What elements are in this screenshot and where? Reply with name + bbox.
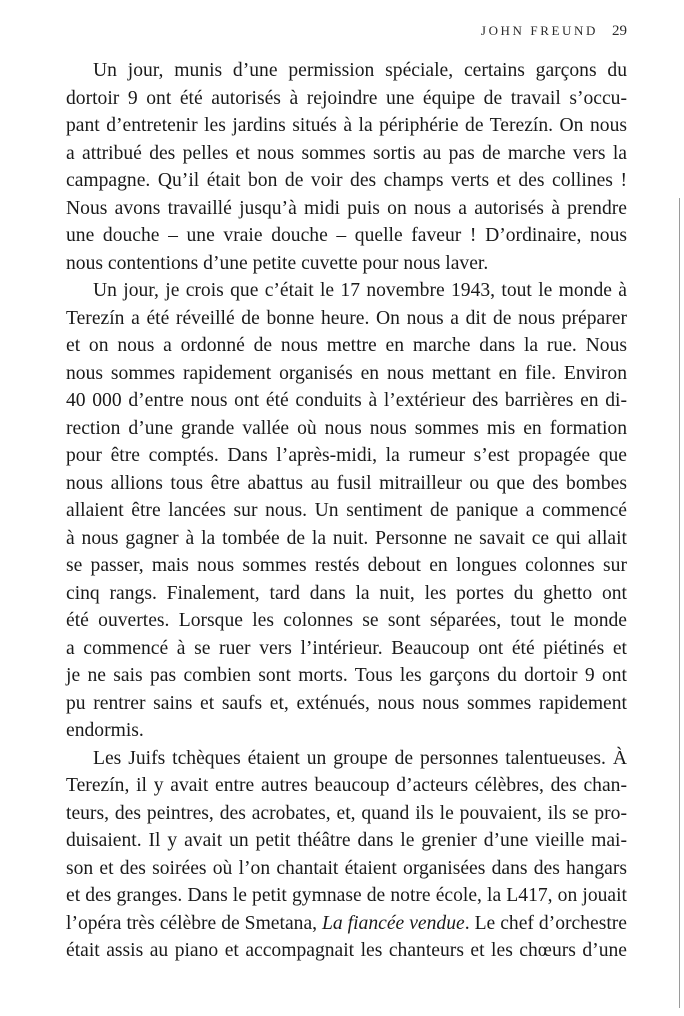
text-segment: . Le chef d’orchestre: [464, 912, 627, 934]
text-line: son et des soirées où l’on chantait étaient organisées dans des hangars: [66, 857, 627, 879]
header-author: JOHN FREUND: [480, 23, 598, 38]
text-line: a attribué des pelles et nous sommes sortis au pas de marche vers la: [66, 142, 627, 164]
text-line: pour être comptés. Dans l’après-midi, la rumeur s’est propagée que: [66, 445, 627, 466]
text-line: cinq rangs. Finalement, tard dans la nuit, les portes du ghetto ont: [66, 582, 627, 604]
text-line: duisaient. Il y avait un petit théâtre dans le grenier d’une vieille mai-: [66, 830, 627, 851]
body-text: [66, 57, 627, 965]
paragraph-czech-jews: [66, 745, 627, 965]
text-line: Terezín, il y avait entre autres beaucoup d’acteurs célèbres, des chan-: [66, 775, 627, 796]
text-line: pant d’entretenir les jardins situés à la périphérie de Terezín. On nous: [66, 115, 627, 136]
text-line: 40 000 d’entre nous ont été conduits à l’extérieur des barrières en di-: [66, 390, 627, 411]
text-line: et on nous a ordonné de nous mettre en marche dans la rue. Nous: [66, 335, 627, 356]
text-line: nous contentions d’une petite cuvette pour nous laver.: [66, 252, 489, 274]
text-line: teurs, des peintres, des acrobates, et, quand ils le pouvaient, ils se pro-: [66, 802, 627, 824]
paragraph-census-night: [66, 277, 627, 745]
text-line: allaient être lancées sur nous. Un sentiment de panique a commencé: [66, 500, 627, 521]
text-line: pu rentrer sains et saufs et, exténués, nous nous sommes rapidement: [66, 692, 627, 714]
running-header: [481, 23, 627, 40]
text-line: et des granges. Dans le petit gymnase de notre école, la L417, on jouait: [66, 885, 627, 906]
text-line: nous sommes rapidement organisés en nous mettant en file. Environ: [66, 362, 627, 384]
text-line: Nous avons travaillé jusqu’à midi puis on nous a autorisés à prendre: [66, 197, 627, 219]
text-line: une douche – une vraie douche – quelle faveur ! D’ordinaire, nous: [66, 225, 627, 246]
text-line: à nous gagner à la tombée de la nuit. Personne ne savait ce qui allait: [66, 527, 627, 549]
text-segment: l’opéra très célèbre de Smetana,: [66, 912, 323, 934]
text-line: Les Juifs tchèques étaient un groupe de personnes talentueuses. À: [93, 747, 627, 769]
text-line: nous allions tous être abattus au fusil mitrailleur ou que des bombes: [66, 472, 627, 494]
text-line-with-title: [66, 910, 627, 938]
text-line: campagne. Qu’il était bon de voir des champs verts et des collines !: [66, 170, 627, 191]
text-line: Terezín a été réveillé de bonne heure. On nous a dit de nous préparer: [66, 307, 627, 329]
text-line: été ouvertes. Lorsque les colonnes se sont séparées, tout le monde: [66, 610, 627, 631]
text-line: endormis.: [66, 720, 144, 741]
text-line: dortoir 9 ont été autorisés à rejoindre une équipe de travail s’occu-: [66, 87, 627, 109]
text-line: a commencé à se ruer vers l’intérieur. Beaucoup ont été piétinés et: [66, 637, 627, 659]
paragraph-work-detail: [66, 57, 627, 277]
page-edge-rule: [679, 198, 680, 1008]
opera-title: La fiancée vendue: [322, 912, 465, 934]
text-line: Un jour, munis d’une permission spéciale, certains garçons du: [93, 60, 627, 81]
page-number: 29: [612, 23, 627, 39]
text-line: était assis au piano et accompagnait les chanteurs et les chœurs d’une: [66, 940, 627, 961]
text-line: se passer, mais nous sommes restés debout en longues colonnes sur: [66, 555, 627, 576]
text-line: je ne sais pas combien sont morts. Tous les garçons du dortoir 9 ont: [66, 665, 627, 686]
text-line: Un jour, je crois que c’était le 17 novembre 1943, tout le monde à: [93, 280, 627, 301]
text-line: rection d’une grande vallée où nous nous sommes mis en formation: [66, 417, 627, 439]
